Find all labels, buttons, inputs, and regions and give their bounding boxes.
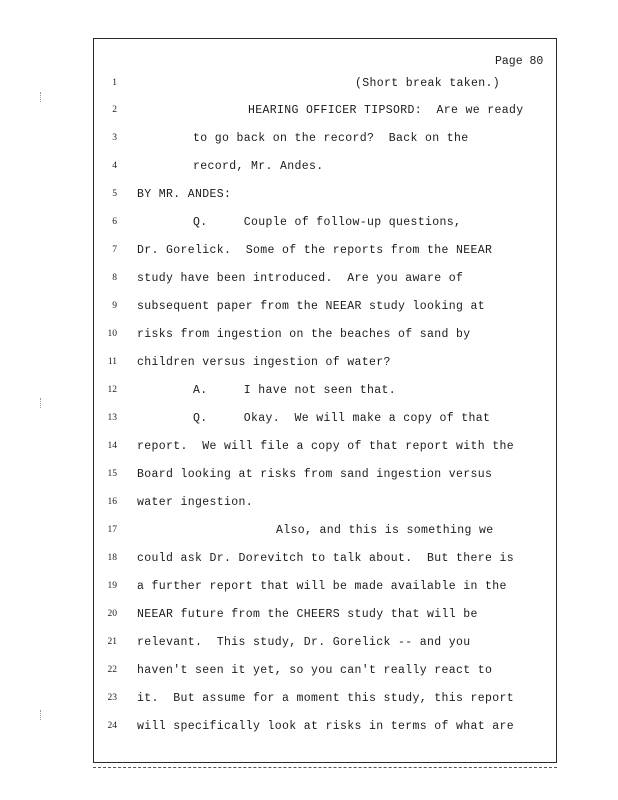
line-number: 5	[112, 189, 117, 199]
line-text: water ingestion.	[137, 496, 254, 509]
line-number: 15	[107, 469, 117, 479]
line-text: could ask Dr. Dorevitch to talk about. But there is	[137, 552, 515, 565]
line-text: HEARING OFFICER TIPSORD: Are we ready	[248, 104, 524, 117]
line-number: 10	[107, 329, 117, 339]
transcript-line	[0, 74, 618, 94]
line-number: 6	[112, 217, 117, 227]
line-text: risks from ingestion on the beaches of sand by	[137, 328, 471, 341]
line-text: NEEAR future from the CHEERS study that will be	[137, 608, 478, 621]
line-text: Q. Couple of follow-up questions,	[193, 216, 462, 229]
line-number: 1	[112, 78, 117, 88]
transcript-line	[0, 129, 618, 149]
transcript-line	[0, 409, 618, 429]
line-number: 11	[107, 357, 117, 367]
transcript-line	[0, 549, 618, 569]
transcript-line	[0, 325, 618, 345]
line-text: to go back on the record? Back on the	[193, 132, 469, 145]
line-number: 8	[112, 273, 117, 283]
line-text: Dr. Gorelick. Some of the reports from the NEEAR	[137, 244, 493, 257]
line-number: 14	[107, 441, 117, 451]
line-text: haven't seen it yet, so you can't really react to	[137, 664, 493, 677]
transcript-line	[0, 157, 618, 177]
line-number: 18	[107, 553, 117, 563]
transcript-line	[0, 633, 618, 653]
line-number: 12	[107, 385, 117, 395]
line-text: record, Mr. Andes.	[193, 160, 324, 173]
line-number: 9	[112, 301, 117, 311]
line-number: 22	[107, 665, 117, 675]
line-text: (Short break taken.)	[355, 77, 501, 90]
transcript-line	[0, 437, 618, 457]
transcript-line	[0, 185, 618, 205]
line-text: Q. Okay. We will make a copy of that	[193, 412, 491, 425]
line-number: 16	[107, 497, 117, 507]
transcript-line	[0, 661, 618, 681]
line-text: subsequent paper from the NEEAR study looking at	[137, 300, 486, 313]
transcript-line	[0, 577, 618, 597]
line-number: 2	[112, 105, 117, 115]
transcript-line	[0, 353, 618, 373]
line-text: A. I have not seen that.	[193, 384, 397, 397]
transcript-line	[0, 521, 618, 541]
line-number: 23	[107, 693, 117, 703]
line-text: Also, and this is something we	[276, 524, 494, 537]
transcript-line	[0, 493, 618, 513]
line-text: relevant. This study, Dr. Gorelick -- and you	[137, 636, 471, 649]
line-number: 24	[107, 721, 117, 731]
line-number: 21	[107, 637, 117, 647]
line-number: 17	[107, 525, 117, 535]
transcript-line	[0, 381, 618, 401]
line-number: 4	[112, 161, 117, 171]
transcript-line	[0, 241, 618, 261]
transcript-line	[0, 717, 618, 737]
line-text: BY MR. ANDES:	[137, 188, 232, 201]
line-number: 20	[107, 609, 117, 619]
line-number: 7	[112, 245, 117, 255]
line-text: it. But assume for a moment this study, this report	[137, 692, 515, 705]
transcript-line	[0, 213, 618, 233]
line-text: report. We will file a copy of that report with the	[137, 440, 515, 453]
transcript-line	[0, 101, 618, 121]
line-text: Board looking at risks from sand ingestion versus	[137, 468, 493, 481]
line-number: 13	[107, 413, 117, 423]
line-text: will specifically look at risks in terms of what are	[137, 720, 515, 733]
line-text: children versus ingestion of water?	[137, 356, 391, 369]
line-number: 19	[107, 581, 117, 591]
page-number: Page 80	[495, 55, 544, 68]
transcript-line	[0, 605, 618, 625]
transcript-line	[0, 269, 618, 289]
transcript-line	[0, 297, 618, 317]
transcript-line	[0, 465, 618, 485]
line-text: a further report that will be made available in the	[137, 580, 507, 593]
transcript-line	[0, 689, 618, 709]
line-text: study have been introduced. Are you aware of	[137, 272, 464, 285]
line-number: 3	[112, 133, 117, 143]
